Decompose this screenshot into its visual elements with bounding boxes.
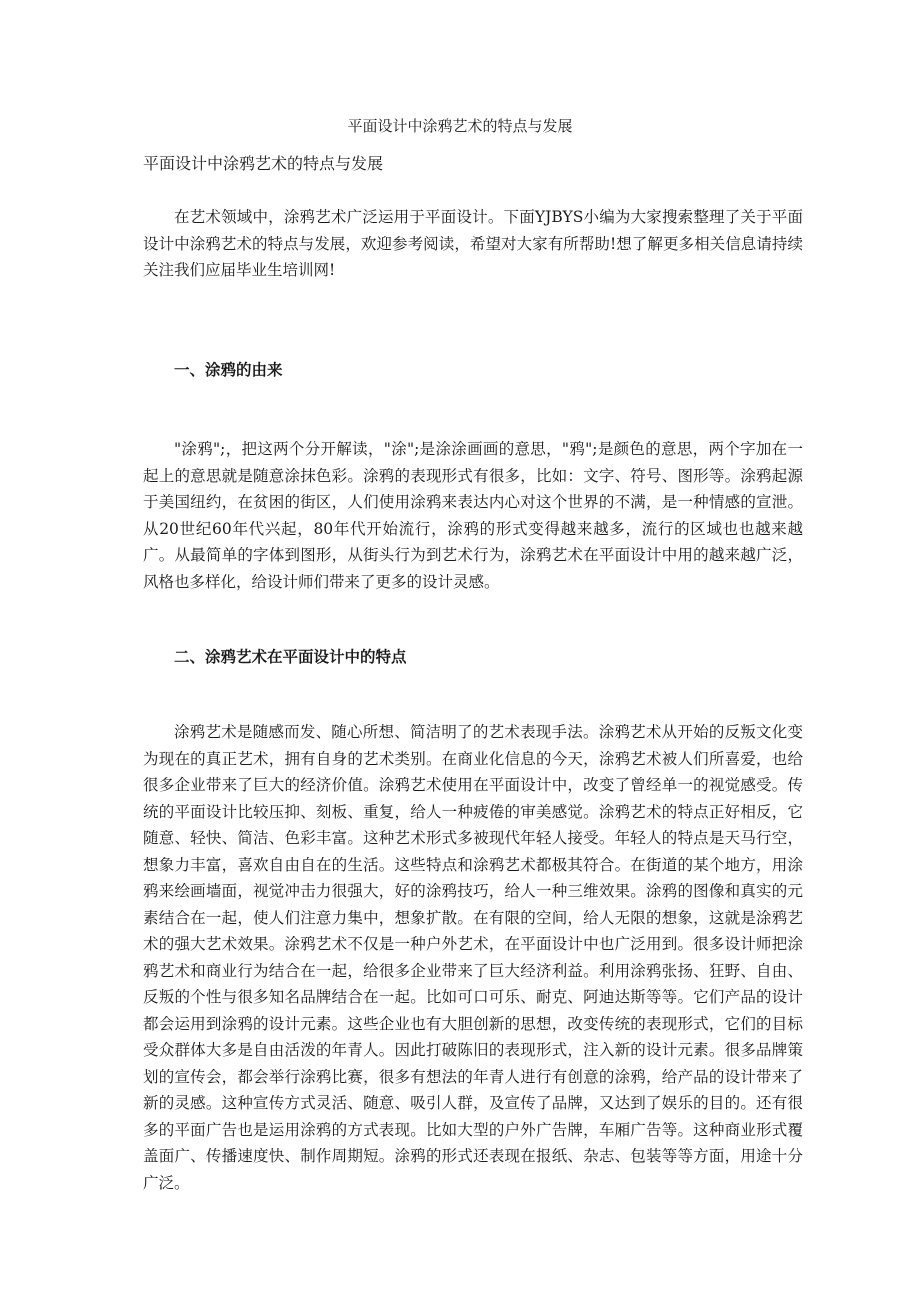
section-heading-origin: 一、涂鸦的由来 — [174, 360, 283, 379]
section-body-origin: "涂鸦";，把这两个分开解读，"涂";是涂涂画画的意思，"鸦";是颜色的意思，两个字加在一起上的意思就是随意涂抹色彩。涂鸦的表现形式有很多，比如：文字、符号、图形等。涂鸦起源于美国纽约，在贫困的街区，人们使用涂鸦来表达内心对这个世界的不满，是一种情感的宣泄。从20世纪60年代兴起，80年代开始流行，涂鸦的形式变得越来越多，流行的区域也也越来越广。从最简单的字体到图形，从街头行为到艺术行为，涂鸦艺术在平面设计中用的越来越广泛，风格也多样化，给设计师们带来了更多的设计灵感。 — [143, 440, 803, 591]
section-body-features: 涂鸦艺术是随感而发、随心所想、简洁明了的艺术表现手法。涂鸦艺术从开始的反叛文化变为现在的真正艺术，拥有自身的艺术类别。在商业化信息的今天，涂鸦艺术被人们所喜爱，也给很多企业带来了巨大的经济价值。涂鸦艺术使用在平面设计中，改变了曾经单一的视觉感受。传统的平面设计比较压抑、刻板、重复，给人一种疲倦的审美感觉。涂鸦艺术的特点正好相反，它随意、轻快、简洁、色彩丰富。这种艺术形式多被现代年轻人接受。年轻人的特点是天马行空，想象力丰富，喜欢自由自在的生活。这些特点和涂鸦艺术都极其符合。在街道的某个地方，用涂鸦来绘画墙面，视觉冲击力很强大，好的涂鸦技巧，给人一种三维效果。涂鸦的图像和真实的元素结合在一起，使人们注意力集中，想象扩散。在有限的空间，给人无限的想象，这就是涂鸦艺术的强大艺术效果。涂鸦艺术不仅是一种户外艺术，在平面设计中也广泛用到。很多设计师把涂鸦艺术和商业行为结合在一起，给很多企业带来了巨大经济利益。利用涂鸦张扬、狂野、自由、反叛的个性与很多知名品牌结合在一起。比如可口可乐、耐克、阿迪达斯等等。它们产品的设计都会运用到涂鸦的设计元素。这些企业也有大胆创新的思想，改变传统的表现形式，它们的目标受众群体大多是自由活泼的年青人。因此打破陈旧的表现形式，注入新的设计元素。很多品牌策划的宣传会，都会举行涂鸦比赛，很多有想法的年青人进行有创意的涂鸦，给产品的设计带来了新的灵感。这种宣传方式灵活、随意、吸引人群，及宣传了品牌，又达到了娱乐的目的。还有很多的平面广告也是运用涂鸦的方式表现。比如大型的户外广告牌，车厢广告等。这种商业形式覆盖面广、传播速度快、制作周期短。涂鸦的形式还表现在报纸、杂志、包装等等方面，用途十分广泛。 — [143, 723, 803, 1192]
document-subtitle: 平面设计中涂鸦艺术的特点与发展 — [143, 154, 384, 173]
document-title: 平面设计中涂鸦艺术的特点与发展 — [347, 117, 573, 135]
section-heading-features: 二、涂鸦艺术在平面设计中的特点 — [174, 647, 407, 666]
intro-paragraph: 在艺术领域中，涂鸦艺术广泛运用于平面设计。下面YJBYS小编为大家搜索整理了关于平面设计中涂鸦艺术的特点与发展，欢迎参考阅读，希望对大家有所帮助!想了解更多相关信息请持续关注我们应届毕业生培训网! — [143, 208, 803, 279]
